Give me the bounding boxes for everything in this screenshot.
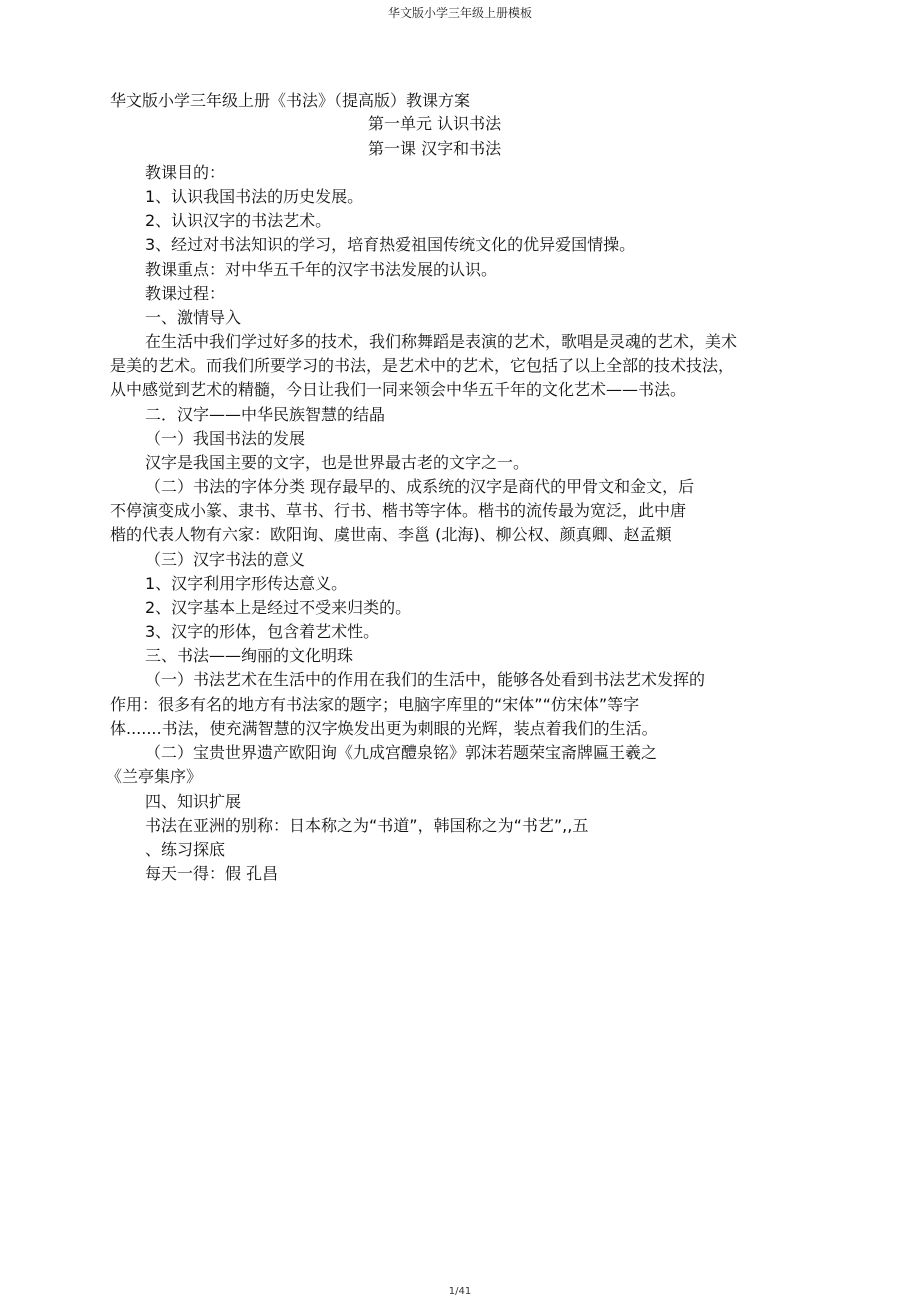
lesson-heading: 第一课 汉字和书法 [368, 139, 502, 158]
key-point: 教课重点：对中华五千年的汉字书法发展的认识。 [145, 260, 498, 279]
section-heading: 四、知识扩展 [145, 792, 242, 811]
section-heading: 一、激情导入 [145, 308, 242, 327]
paragraph-line: （一）书法艺术在生活中的作用在我们的生活中，能够各处看到书法艺术发挥的 [145, 670, 706, 689]
subsection-heading: （一）我国书法的发展 [145, 429, 306, 448]
paragraph-line: 作用：很多有名的地方有书法家的题字；电脑字库里的“宋体”“仿宋体”等字 [110, 695, 640, 714]
paragraph-line: 《兰亭集序》 [106, 767, 203, 786]
paragraph-line: 在生活中我们学过好多的技术，我们称舞蹈是表演的艺术，歌唱是灵魂的艺术，美术 [145, 332, 738, 351]
paragraph-line: 是美的艺术。而我们所要学习的书法，是艺术中的艺术，它包括了以上全部的技术技法， [110, 356, 735, 375]
goal-item: 1、认识我国书法的历史发展。 [145, 187, 364, 206]
paragraph-line: 不停演变成小篆、隶书、草书、行书、楷书等字体。楷书的流传最为宽泛，此中唐 [110, 501, 687, 520]
page-header: 华文版小学三年级上册模板 [387, 6, 532, 20]
list-item: 2、汉字基本上是经过不受来归类的。 [145, 598, 412, 617]
goal-item: 2、认识汉字的书法艺术。 [145, 211, 332, 230]
paragraph-line: 楷的代表人物有六家：欧阳询、虞世南、李邕 (北海)、柳公权、颜真卿、赵孟頫 [110, 525, 672, 544]
paragraph-line: 书法在亚洲的别称：日本称之为“书道”，韩国称之为“书艺”,,五 [145, 816, 589, 835]
subsection-heading: （三）汉字书法的意义 [145, 550, 306, 569]
paragraph-line: 每天一得：假 孔昌 [145, 864, 279, 883]
unit-heading: 第一单元 认识书法 [368, 114, 502, 133]
section-heading: 、练习探底 [145, 840, 226, 859]
section-heading: 二．汉字——中华民族智慧的结晶 [145, 405, 386, 424]
goal-item: 3、经过对书法知识的学习，培育热爱祖国传统文化的优异爱国情操。 [145, 235, 636, 254]
page-number: 1/41 [448, 1286, 472, 1297]
paragraph-line: （二）宝贵世界遗产欧阳询《九成宫醴泉铭》郭沫若题荣宝斋牌匾王羲之 [145, 743, 658, 762]
section-label: 教课目的： [145, 163, 226, 182]
list-item: 1、汉字利用字形传达意义。 [145, 574, 348, 593]
section-label: 教课过程： [145, 284, 226, 303]
doc-title: 华文版小学三年级上册《书法》（提高版）教课方案 [110, 91, 471, 110]
paragraph-line: 从中感觉到艺术的精髓，今日让我们一同来领会中华五千年的文化艺术——书法。 [110, 380, 687, 399]
paragraph-line: 汉字是我国主要的文字，也是世界最古老的文字之一。 [145, 453, 530, 472]
paragraph-line: 体.......书法，使充满智慧的汉字焕发出更为刺眼的光辉，装点着我们的生活。 [110, 719, 658, 738]
list-item: 3、汉字的形体，包含着艺术性。 [145, 622, 380, 641]
section-heading: 三、书法——绚丽的文化明珠 [145, 646, 354, 665]
paragraph-line: （二）书法的字体分类 现存最早的、成系统的汉字是商代的甲骨文和金文，后 [145, 477, 695, 496]
